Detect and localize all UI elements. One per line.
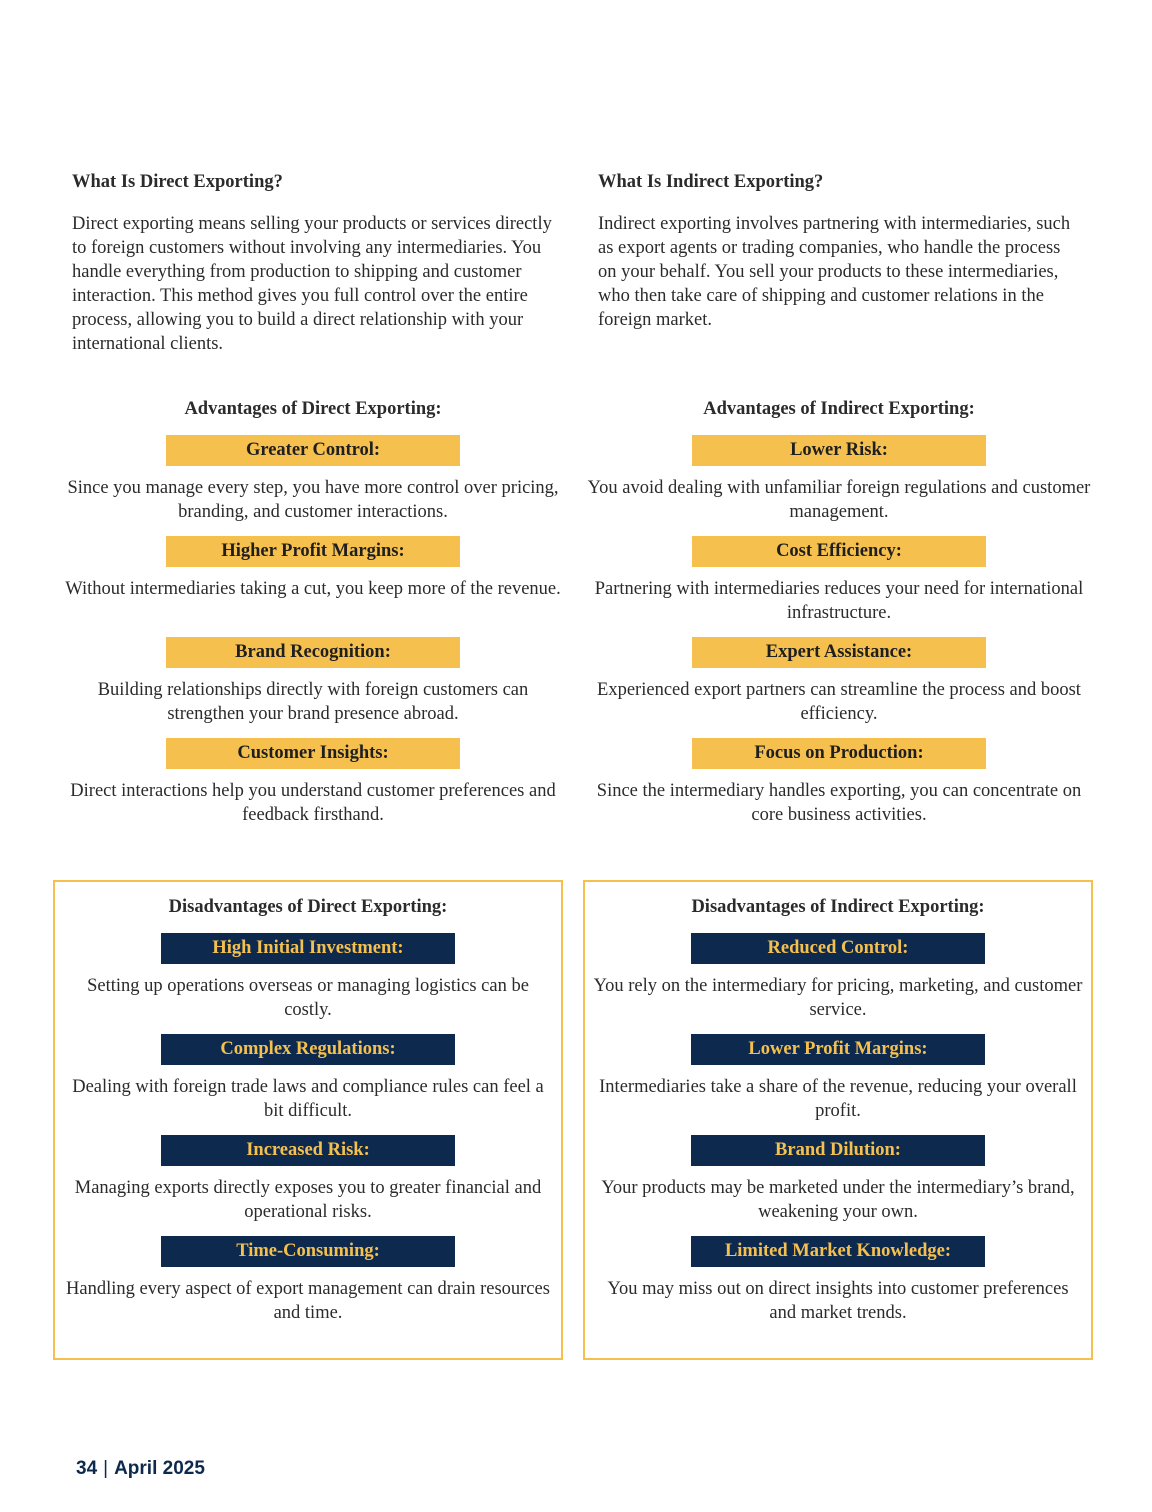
indirect-advantages [579, 397, 1099, 839]
advantage-text: Partnering with intermediaries reduces your need for international infrastructure. [594, 579, 1084, 623]
disadvantage-label: Limited Market Knowledge: [691, 1236, 985, 1267]
disadvantage-label: Lower Profit Margins: [691, 1034, 985, 1065]
indirect-disadvantages-box [583, 880, 1093, 1360]
disadvantage-text: You rely on the intermediary for pricing, marketing, and customer service. [593, 976, 1083, 1020]
advantage-label: Focus on Production: [692, 738, 986, 769]
page-number: 34 [76, 1458, 98, 1479]
disadvantage-label: Time-Consuming: [161, 1236, 455, 1267]
advantage-text: Building relationships directly with foreign customers can strengthen your brand presence abroad. [97, 680, 529, 724]
advantage-text: Since you manage every step, you have more control over pricing, branding, and customer interactions. [67, 478, 559, 522]
disadvantage-label: Complex Regulations: [161, 1034, 455, 1065]
advantage-text: Experienced export partners can streamline the process and boost efficiency. [597, 680, 1081, 724]
disadvantage-text: You may miss out on direct insights into customer preferences and market trends. [607, 1279, 1069, 1323]
direct-advantages-title: Advantages of Direct Exporting: [184, 399, 442, 419]
advantage-label: Lower Risk: [692, 435, 986, 466]
indirect-advantages-title: Advantages of Indirect Exporting: [703, 399, 975, 419]
direct-advantages [53, 397, 573, 839]
advantage-text: Direct interactions help you understand customer preferences and feedback firsthand. [70, 781, 556, 825]
direct-body: Direct exporting means selling your products or services directly to foreign customers without involving any intermediaries. You handle everything from production to shipping and customer interaction. This method gives you full control over the entire process, allowing you to build a direct relationship with your international clients. [72, 214, 552, 354]
disadvantage-label: Brand Dilution: [691, 1135, 985, 1166]
page-footer [76, 1458, 205, 1480]
disadvantage-label: Reduced Control: [691, 933, 985, 964]
advantage-label: Cost Efficiency: [692, 536, 986, 567]
advantage-text: You avoid dealing with unfamiliar foreign regulations and customer management. [587, 478, 1091, 522]
disadvantage-text: Handling every aspect of export management can drain resources and time. [66, 1279, 550, 1323]
indirect-title: What Is Indirect Exporting? [598, 172, 824, 192]
advantage-label: Greater Control: [166, 435, 460, 466]
indirect-disadvantages-title: Disadvantages of Indirect Exporting: [691, 897, 985, 917]
direct-disadvantages-title: Disadvantages of Direct Exporting: [168, 897, 448, 917]
advantage-label: Brand Recognition: [166, 637, 460, 668]
direct-title: What Is Direct Exporting? [72, 172, 283, 192]
direct-disadvantages-box [53, 880, 563, 1360]
disadvantage-text: Intermediaries take a share of the revenue, reducing your overall profit. [599, 1077, 1077, 1121]
disadvantage-text: Your products may be marketed under the intermediary’s brand, weakening your own. [601, 1178, 1075, 1222]
disadvantage-text: Dealing with foreign trade laws and compliance rules can feel a bit difficult. [72, 1077, 544, 1121]
indirect-body: Indirect exporting involves partnering with intermediaries, such as export agents or trading companies, who handle the process on your behalf. You sell your products to these intermediaries, who then take care of shipping and customer relations in the foreign market. [598, 214, 1071, 330]
disadvantage-label: High Initial Investment: [161, 933, 455, 964]
advantage-label: Expert Assistance: [692, 637, 986, 668]
advantage-label: Higher Profit Margins: [166, 536, 460, 567]
advantage-text: Without intermediaries taking a cut, you keep more of the revenue. [65, 579, 561, 599]
advantage-text: Since the intermediary handles exporting, you can concentrate on core business activities. [596, 781, 1082, 825]
disadvantage-label: Increased Risk: [161, 1135, 455, 1166]
advantage-label: Customer Insights: [166, 738, 460, 769]
disadvantage-text: Setting up operations overseas or managing logistics can be costly. [87, 976, 529, 1020]
footer-separator: | [103, 1458, 109, 1479]
issue-date: April 2025 [114, 1458, 205, 1479]
disadvantage-text: Managing exports directly exposes you to greater financial and operational risks. [74, 1178, 542, 1222]
